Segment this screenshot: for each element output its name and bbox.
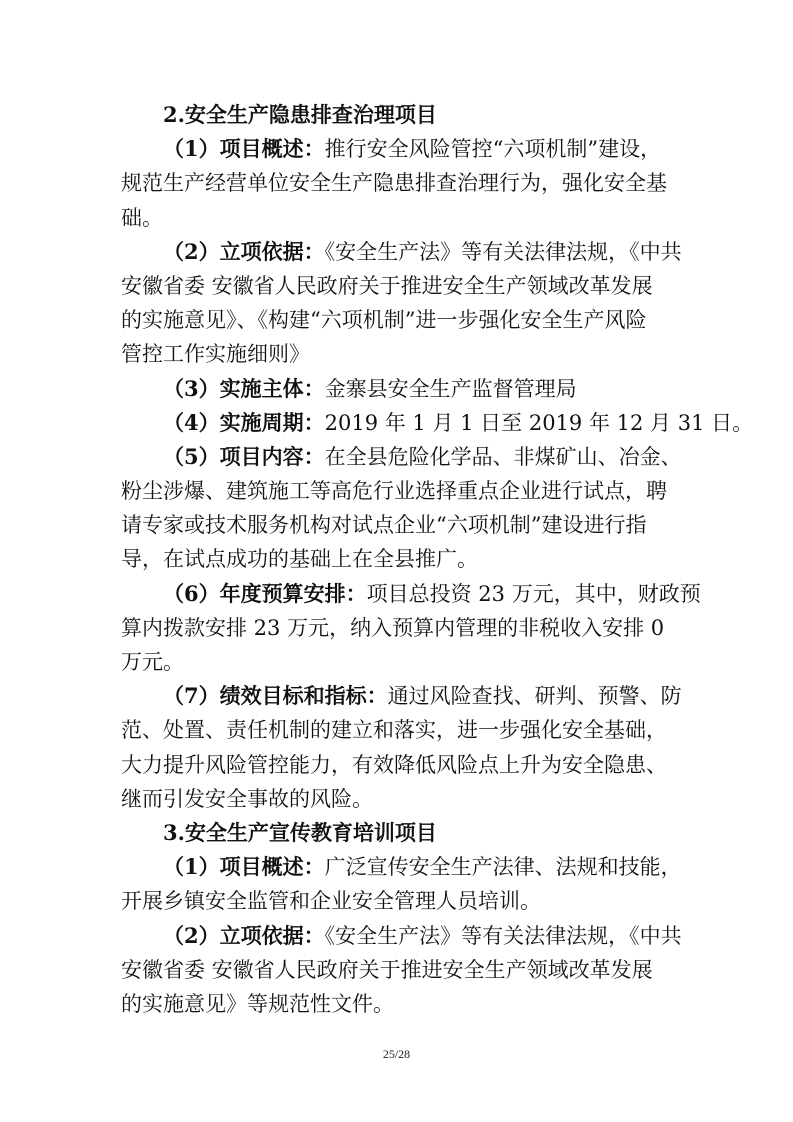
item-text: 金寨县安全生产监督管理局 — [324, 376, 577, 401]
item-budget — [121, 577, 701, 680]
item-text: 导，在试点成功的基础上在全县推广。 — [121, 547, 478, 572]
item-label: （2）立项依据： — [163, 238, 325, 264]
item-text: 在全县危险化学品、非煤矿山、冶金、 — [324, 444, 682, 469]
item-label: （7）绩效目标和指标： — [163, 683, 388, 709]
item-text: 开展乡镇安全监管和企业安全管理人员培训。 — [121, 889, 541, 914]
document-body — [121, 98, 754, 1021]
item-implementer — [121, 372, 681, 406]
item-text: 广泛宣传安全生产法律、法规和技能， — [324, 855, 682, 880]
item-text: 安徽省委 安徽省人民政府关于推进安全生产领域改革发展 — [121, 957, 653, 982]
item-label: （5）项目内容： — [163, 443, 325, 469]
item-text: 粉尘涉爆、建筑施工等高危行业选择重点企业进行试点，聘 — [121, 479, 667, 504]
item-period — [121, 406, 754, 440]
item-overview — [121, 850, 681, 918]
item-text: 的实施意见》等规范性文件。 — [121, 991, 394, 1016]
item-performance — [121, 679, 681, 816]
item-text: 万元。 — [121, 650, 184, 674]
item-text: 项目总投资 23 万元，其中，财政预 — [366, 581, 701, 606]
item-label: （2）立项依据： — [163, 922, 325, 948]
item-label: （1）项目概述： — [163, 854, 325, 880]
item-text: 《安全生产法》等有关法律法规，《中共 — [324, 239, 682, 264]
item-text: 的实施意见》、《构建“六项机制”进一步强化安全生产风险 — [121, 308, 647, 333]
item-text: 通过风险查找、研判、预警、防 — [387, 684, 682, 709]
item-text: 2019 年 1 月 1 日至 2019 年 12 月 31 日。 — [324, 410, 754, 435]
page-number: 25/28 — [382, 1047, 411, 1061]
item-text: 继而引发安全事故的风险。 — [121, 786, 373, 811]
item-label: （4）实施周期： — [163, 409, 325, 435]
item-text: 请专家或技术服务机构对试点企业“六项机制”建设进行指 — [121, 513, 647, 538]
item-content — [121, 440, 681, 577]
item-overview — [121, 132, 681, 235]
item-text: 算内拨款安排 23 万元，纳入预算内管理的非税收入安排 0 — [121, 615, 665, 640]
item-text: 础。 — [121, 205, 163, 230]
section-heading-3: 3.安全生产宣传教育培训项目 — [163, 819, 437, 845]
item-text: 安徽省委 安徽省人民政府关于推进安全生产领域改革发展 — [121, 273, 653, 298]
item-text: 范、处置、责任机制的建立和落实，进一步强化安全基础， — [121, 718, 667, 743]
item-label: （3）实施主体： — [163, 375, 325, 401]
item-text: 大力提升风险管控能力，有效降低风险点上升为安全隐患、 — [121, 752, 667, 777]
item-text: 规范生产经营单位安全生产隐患排查治理行为，强化安全基 — [121, 171, 667, 196]
item-basis — [121, 235, 681, 372]
item-label: （1）项目概述： — [163, 136, 325, 162]
section-heading-2: 2.安全生产隐患排查治理项目 — [163, 102, 437, 127]
item-label: （6）年度预算安排： — [163, 580, 367, 606]
item-text: 管控工作实施细则》 — [121, 342, 310, 367]
item-basis — [121, 919, 681, 1022]
item-text: 《安全生产法》等有关法律法规，《中共 — [324, 923, 682, 948]
item-text: 推行安全风险管控“六项机制”建设， — [324, 137, 662, 162]
